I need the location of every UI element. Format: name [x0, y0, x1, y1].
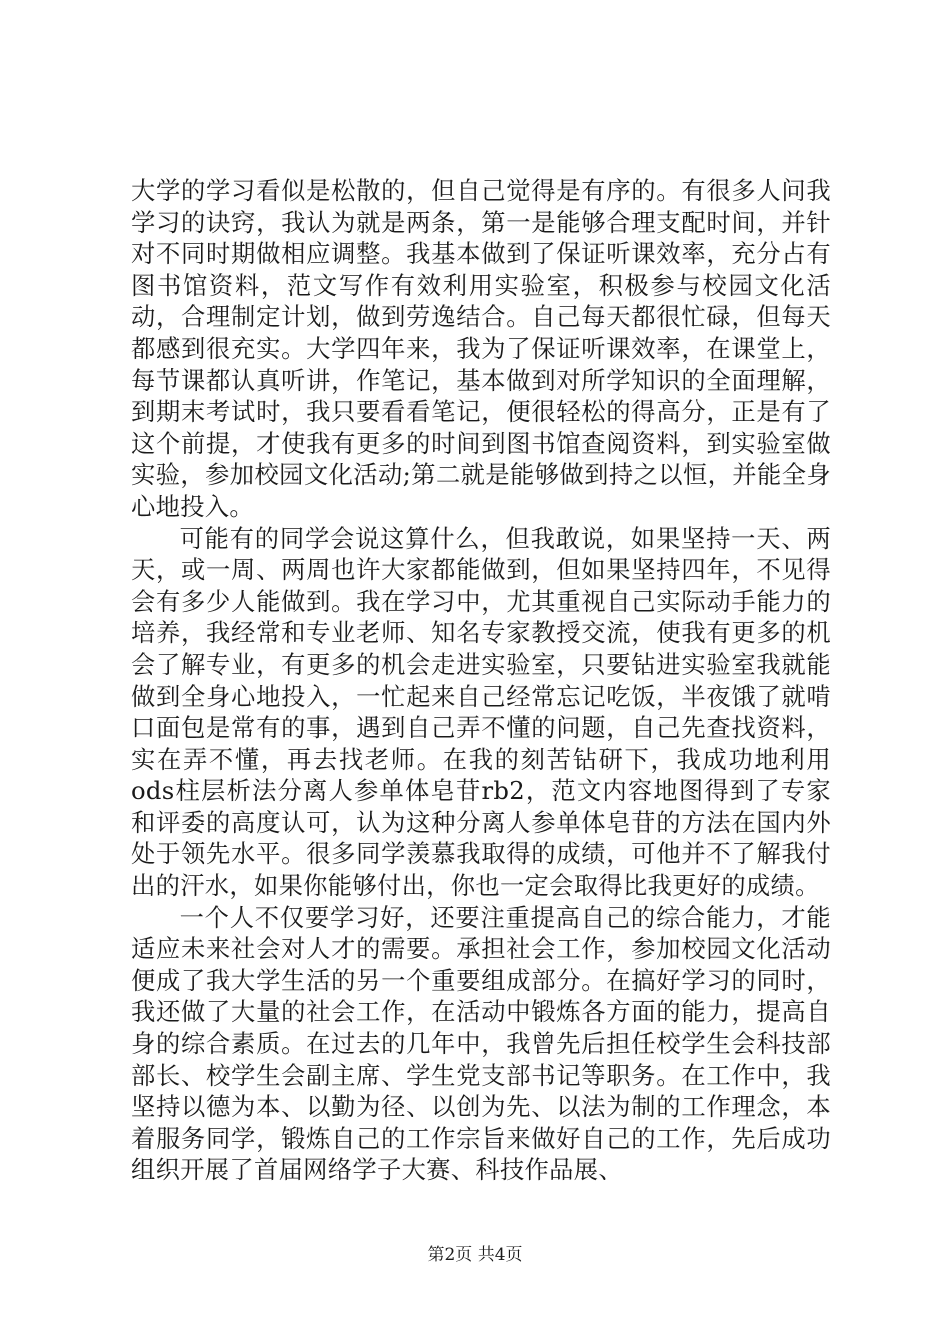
paragraph-2: 可能有的同学会说这算什么，但我敢说，如果坚持一天、两天，或一周、两周也许大家都能做到，但如果坚持四年，不见得会有多少人能做到。我在学习中，尤其重视自己实际动手能力的培养，我经常和专业老师、知名专家教授交流，使我有更多的机会了解专业，有更多的机会走进实验室，只要钻进实验室我就能做到全身心地投入，一忙起来自己经常忘记吃饭，半夜饿了就啃口面包是常有的事，遇到自己弄不懂的问题，自己先查找资料，实在弄不懂，再去找老师。在我的刻苦钻研下，我成功地利用ods柱层析法分离人参单体皂苷rb2，范文内容地图得到了专家和评委的高度认可，认为这种分离人参单体皂苷的方法在国内外处于领先水平。很多同学羡慕我取得的成绩，可他并不了解我付出的汗水，如果你能够付出，你也一定会取得比我更好的成绩。 [131, 523, 831, 901]
paragraph-1: 大学的学习看似是松散的，但自己觉得是有序的。有很多人问我学习的诀窍，我认为就是两条，第一是能够合理支配时间，并针对不同时期做相应调整。我基本做到了保证听课效率，充分占有图书馆资料，范文写作有效利用实验室，积极参与校园文化活动，合理制定计划，做到劳逸结合。自己每天都很忙碌，但每天都感到很充实。大学四年来，我为了保证听课效率，在课堂上，每节课都认真听讲，作笔记，基本做到对所学知识的全面理解，到期末考试时，我只要看看笔记，便很轻松的得高分，正是有了这个前提，才使我有更多的时间到图书馆查阅资料，到实验室做实验，参加校园文化活动;第二就是能够做到持之以恒，并能全身心地投入。 [131, 176, 831, 521]
paragraph-3: 一个人不仅要学习好，还要注重提高自己的综合能力，才能适应未来社会对人才的需要。承担社会工作，参加校园文化活动便成了我大学生活的另一个重要组成部分。在搞好学习的同时，我还做了大量的社会工作，在活动中锻炼各方面的能力，提高自身的综合素质。在过去的几年中，我曾先后担任校学生会科技部部长、校学生会副主席、学生党支部书记等职务。在工作中，我坚持以德为本、以勤为径、以创为先、以法为制的工作理念，本着服务同学，锻炼自己的工作宗旨来做好自己的工作，先后成功组织开展了首届网络学子大赛、科技作品展、 [131, 902, 831, 1185]
page-footer: 第2页 共4页 [427, 1245, 523, 1265]
document-body [131, 175, 831, 1186]
